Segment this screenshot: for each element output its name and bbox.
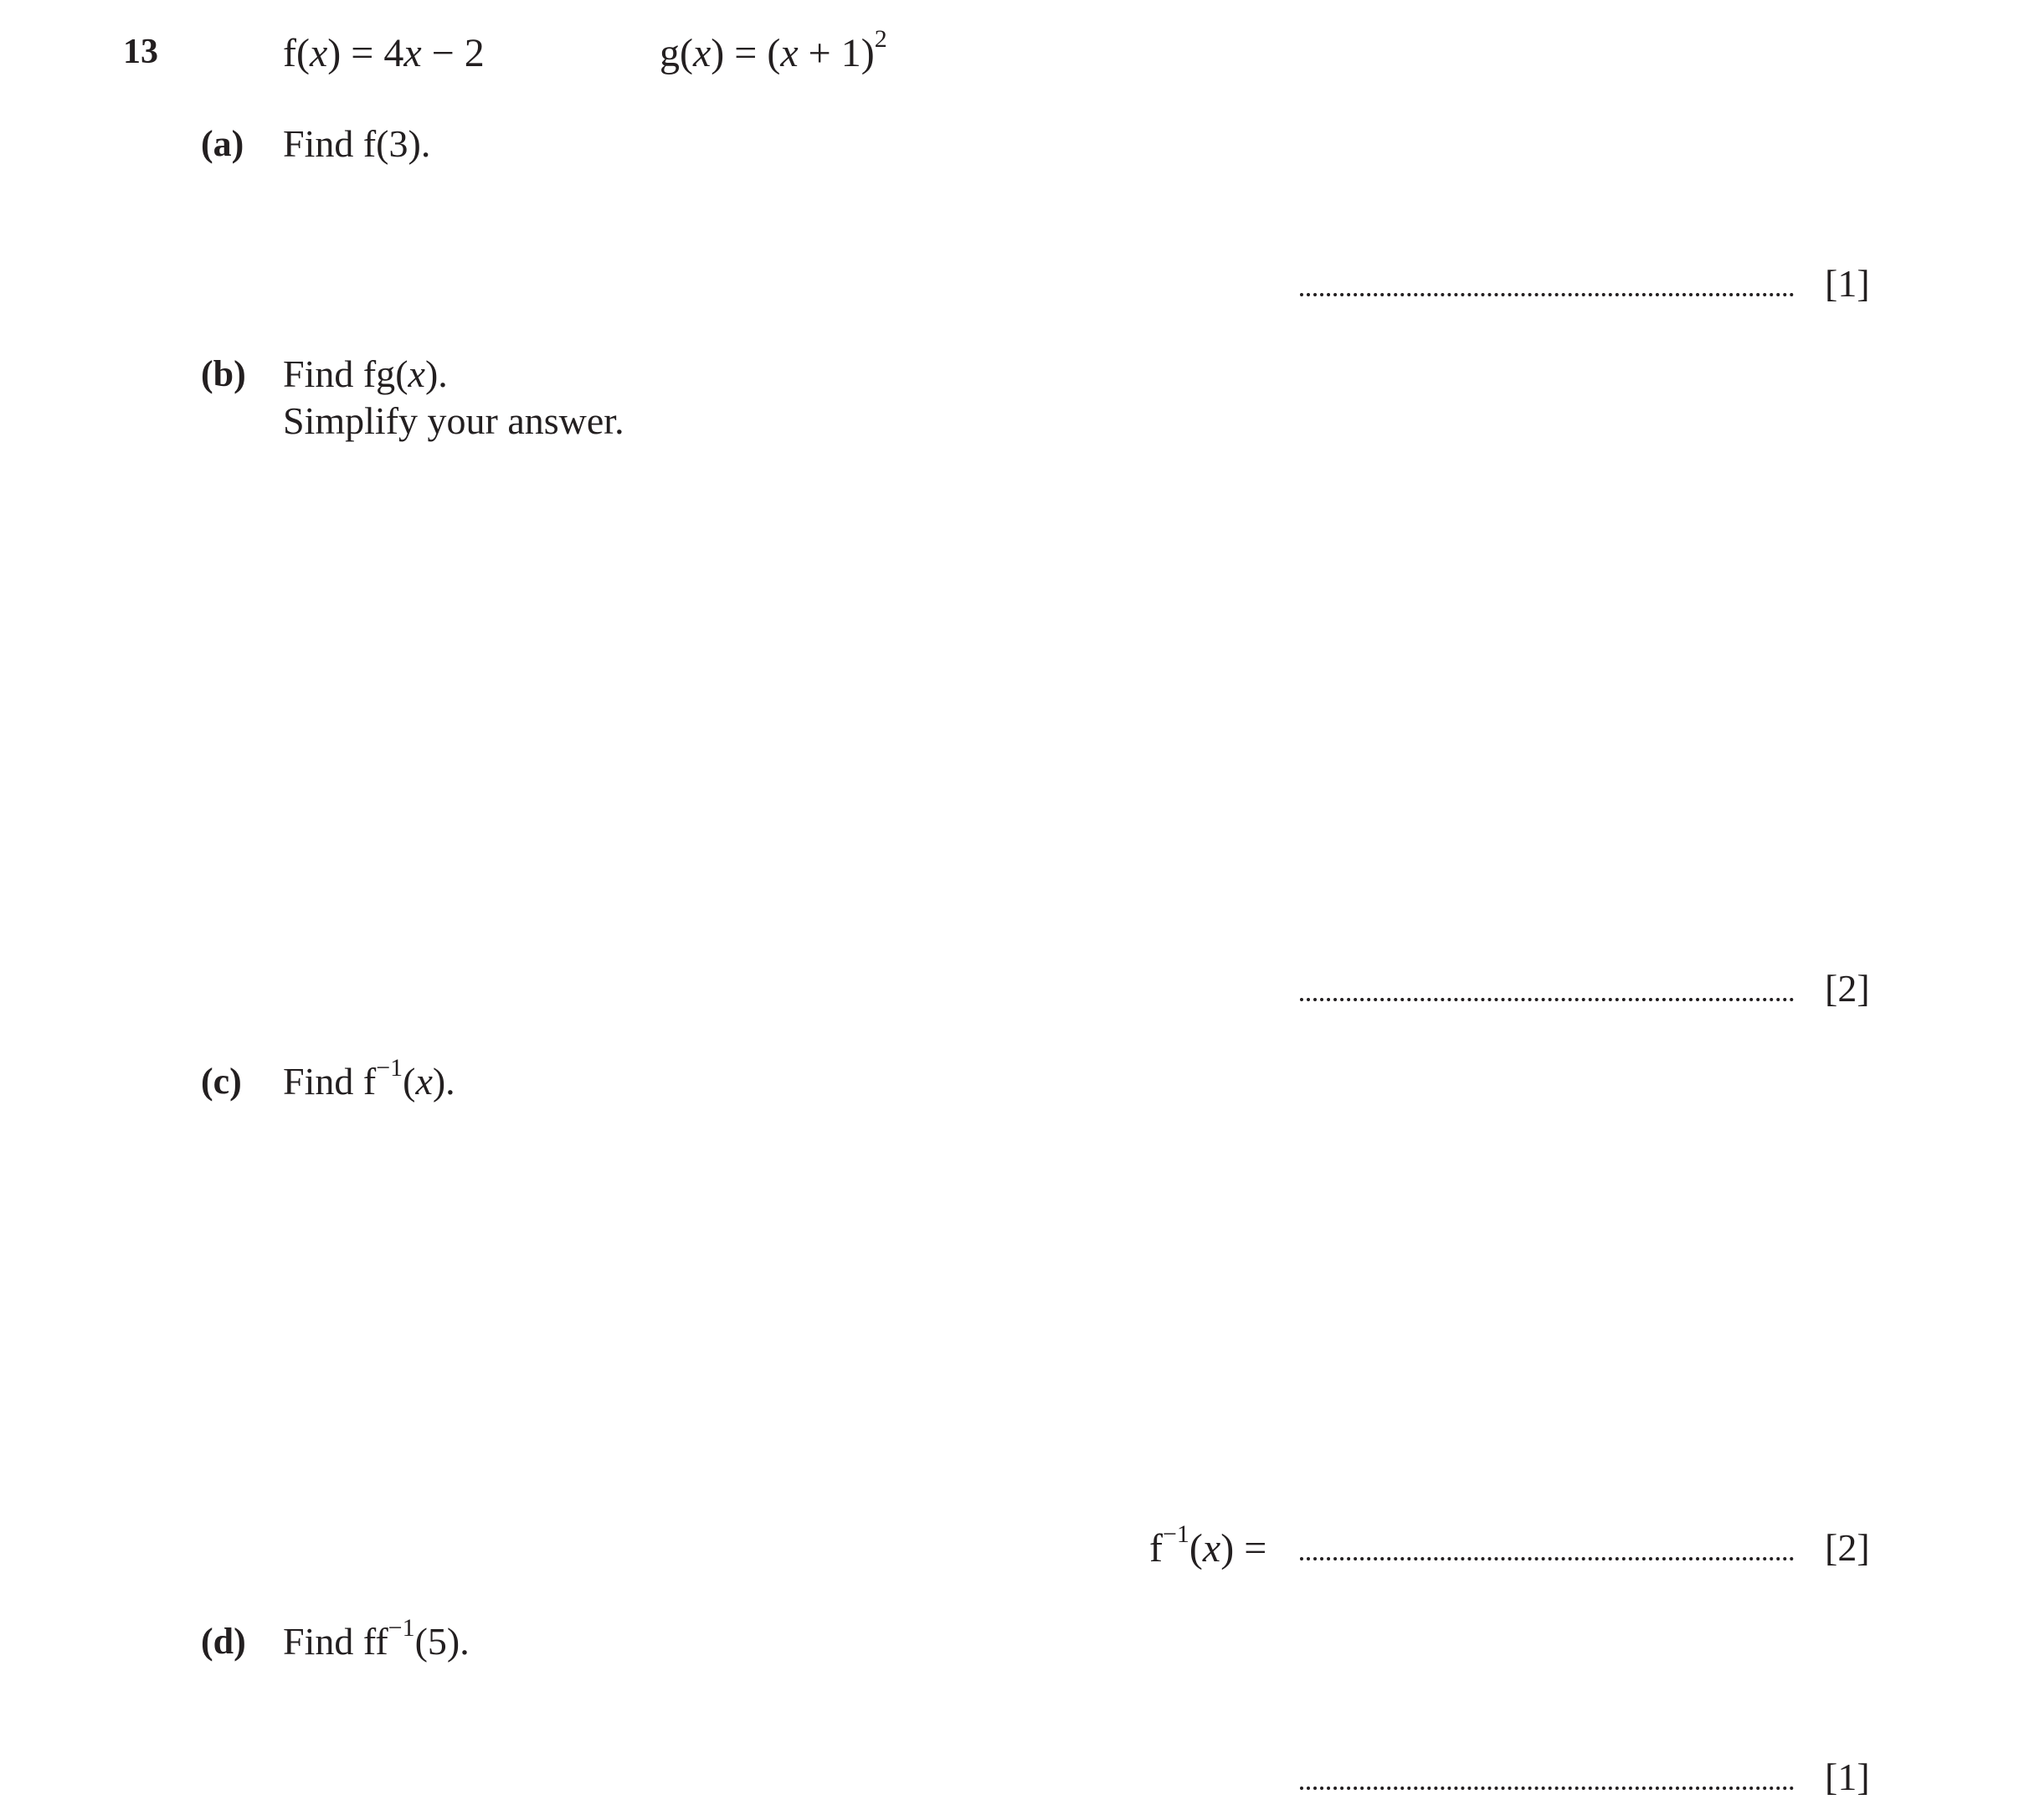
part-c-prefix-lparen: ( xyxy=(1189,1526,1203,1571)
question-number: 13 xyxy=(123,33,158,71)
part-b-text-a: Find fg xyxy=(283,352,396,395)
f-var2: x xyxy=(403,31,422,75)
part-c-exponent: −1 xyxy=(376,1053,403,1082)
g-name: g xyxy=(660,31,680,75)
g-var: x xyxy=(692,31,711,75)
part-c-lparen: ( xyxy=(403,1060,416,1103)
part-b-text xyxy=(283,351,624,445)
part-b-answer-line[interactable] xyxy=(1300,998,1794,1001)
g-rparen: ) xyxy=(711,31,725,75)
part-d-marks: [1] xyxy=(1825,1756,1870,1798)
part-b-instruction: Simplify your answer. xyxy=(283,399,624,442)
part-d-text-b: (5). xyxy=(414,1620,470,1663)
f-rhs-b: − 2 xyxy=(421,31,485,75)
part-d-text xyxy=(283,1613,470,1665)
f-var: x xyxy=(309,31,328,75)
f-definition xyxy=(283,30,485,76)
part-b-lparen: ( xyxy=(395,352,408,395)
part-a-label: (a) xyxy=(201,123,244,164)
g-var2: x xyxy=(780,31,799,75)
part-c-prefix-name: f xyxy=(1149,1526,1163,1571)
g-rhs-a: = ( xyxy=(724,31,781,75)
part-c-marks: [2] xyxy=(1825,1526,1870,1569)
part-c-prefix-rparen: ) = xyxy=(1220,1526,1267,1571)
part-c-rparen: ). xyxy=(432,1060,455,1103)
part-c-prefix-exponent: −1 xyxy=(1162,1520,1189,1548)
part-a-answer-line[interactable] xyxy=(1300,293,1794,296)
part-b-rparen: ). xyxy=(424,352,448,395)
part-d-label: (d) xyxy=(201,1621,246,1662)
part-c-text xyxy=(283,1053,455,1105)
part-c-answer-line[interactable] xyxy=(1300,1557,1794,1560)
part-b-var: x xyxy=(408,352,425,395)
g-definition xyxy=(660,25,887,76)
part-d-text-a: Find ff xyxy=(283,1620,388,1663)
g-exponent: 2 xyxy=(874,25,887,53)
f-rparen: ) xyxy=(327,31,342,75)
part-c-answer-prefix xyxy=(1149,1520,1267,1571)
part-c-prefix-var: x xyxy=(1202,1526,1221,1571)
part-b-marks: [2] xyxy=(1825,967,1870,1010)
g-rhs-b: + 1) xyxy=(798,31,875,75)
g-lparen: ( xyxy=(680,31,693,75)
part-d-exponent: −1 xyxy=(388,1613,415,1642)
f-lparen: ( xyxy=(295,31,310,75)
part-d-answer-line[interactable] xyxy=(1300,1787,1794,1790)
part-b-label: (b) xyxy=(201,353,246,394)
f-name: f xyxy=(283,31,296,75)
part-c-var: x xyxy=(415,1060,433,1103)
part-a-text: Find f(3). xyxy=(283,122,431,165)
f-rhs-a: = 4 xyxy=(341,31,404,75)
part-a-marks: [1] xyxy=(1825,262,1870,305)
part-c-text-a: Find f xyxy=(283,1060,377,1103)
part-c-label: (c) xyxy=(201,1061,242,1102)
